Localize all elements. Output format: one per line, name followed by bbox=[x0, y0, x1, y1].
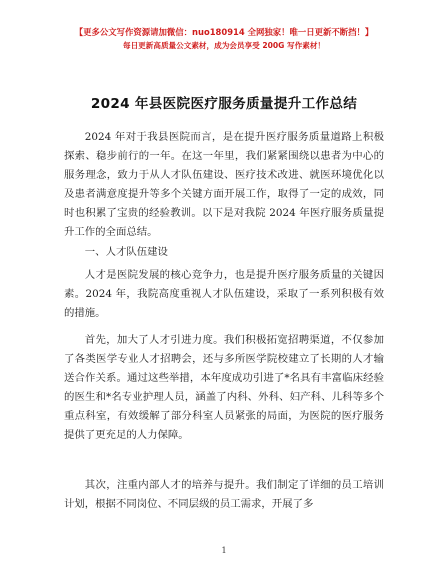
section-heading-talent: 一、人才队伍建设 bbox=[84, 246, 168, 258]
promo-banner-line-2: 每日更新高质量公文素材，成为会员享受 200G 写作素材！ bbox=[122, 41, 326, 50]
body-paragraph: 其次，注重内部人才的培养与提升。我们制定了详细的员工培训计划，根据不同岗位、不同层级的员工需求，开展了多 bbox=[64, 479, 384, 510]
body-paragraph: 首先，加大了人才引进力度。我们积极拓宽招聘渠道，不仅参加了各类医学专业人才招聘会，还与多所医学院校建立了长期的人才输送合作关系。通过这些举措，本年度成功引进了*名具有丰富临床经验的医生和*名专业护理人员，涵盖了内科、外科、妇产科、儿科等多个重点科室，有效缓解了部分科室人员紧张的局面，为医院的医疗服务提供了更充足的人力保障。 bbox=[64, 334, 384, 441]
page-number: 1 bbox=[221, 546, 227, 555]
document-title: 2024 年县医院医疗服务质量提升工作总结 bbox=[90, 96, 358, 112]
promo-banner-line-1: 【更多公文写作资源请加微信：nuo180914 全网独家！唯一日更新不断挡！】 bbox=[74, 27, 374, 37]
intro-paragraph: 2024 年对于我县医院而言，是在提升医疗服务质量道路上积极探索、稳步前行的一年。在这一年里，我们紧紧围绕以患者为中心的服务理念，致力于从人才队伍建设、医疗技术改进、就医环境优化以及患者满意度提升等多个关键方面开展工作，取得了一定的成效，同时也积累了宝贵的经验教训。以下是对我院 2024 年医疗服务质量提升工作的全面总结。 bbox=[64, 131, 384, 238]
body-paragraph: 人才是医院发展的核心竞争力，也是提升医疗服务质量的关键因素。2024 年，我院高度重视人才队伍建设，采取了一系列积极有效的措施。 bbox=[64, 269, 384, 319]
